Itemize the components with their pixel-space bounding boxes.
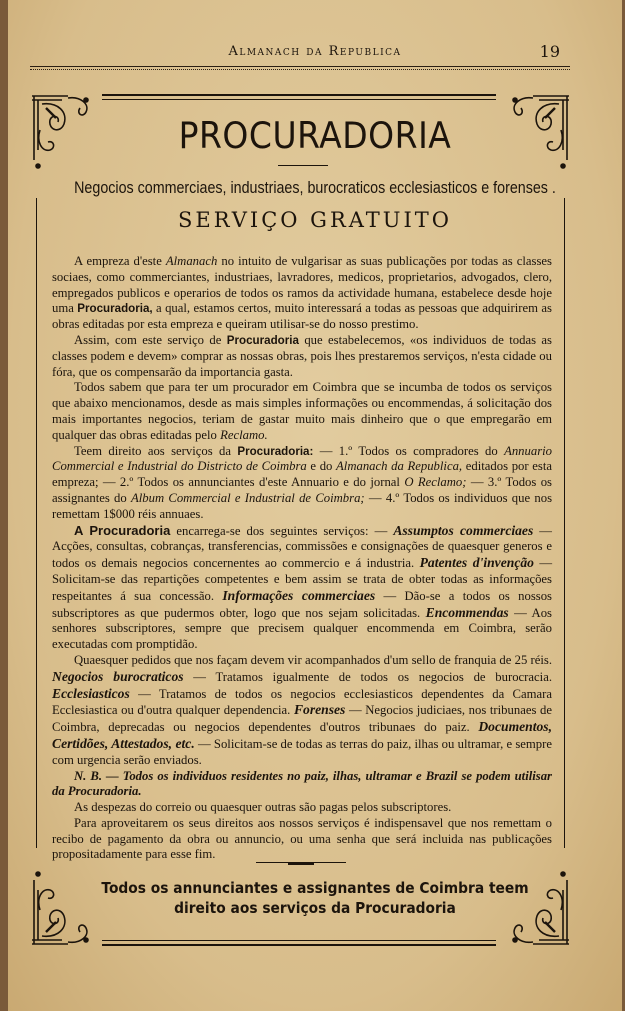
frame-left-line [36, 198, 37, 848]
footer-rule-bold [288, 862, 314, 865]
paragraph: N. B. — Todos os individuos residentes no paiz, ilhas, ultramar e Brazil se podem utilisar da Procuradoria. [52, 768, 552, 799]
footer-line: Todos os annunciantes e assignantes de Coimbra teem [101, 879, 529, 897]
body-text [52, 254, 552, 863]
title-rule [278, 165, 328, 166]
footer-line: direito aos serviços da Procuradoria [174, 899, 456, 917]
subtitle: Negocios commerciaes, industriaes, burocraticos ecclesiasticos e forenses . [74, 178, 556, 197]
frame-bottom-line [102, 940, 496, 946]
paragraph: Para aproveitarem os seus direitos aos nossos serviços é indispensavel que nos remettam o recibo de pagamento da obra ou annuncio, ou uma senha que será incluida nas publicações propositadamente para esse fim. [52, 815, 552, 862]
paragraph: A empreza d'este Almanach no intuito de vulgarisar as suas publicações por todas as classes sociaes, como commerciantes, industriaes, lavradores, medicos, proprietarios, advogados, clero, empregados publicos e operarios de todos os ramos da actividade humana, estabelece desde hoje uma Procuradoria, a qual, estamos certos, muito interessará a todas as pessoas que adquirirem as obras editadas por esta empreza e queiram utilisar-se do nosso prestimo. [52, 254, 552, 332]
frame-right-line [564, 198, 565, 848]
page-title: PROCURADORIA [178, 114, 452, 157]
paragraph: Assim, com este serviço de Procuradoria que estabelecemos, «os individuos de todas as classes podem e devem» comprar as nossas obras, pois lhes prestaremos serviços, n'esta cidade ou fóra, que os compensarão da importancia gasta. [52, 332, 552, 379]
running-head [8, 44, 622, 64]
service-heading: SERVIÇO GRATUITO [177, 208, 453, 232]
page-number: 19 [539, 42, 560, 61]
header-dotted-rule [30, 69, 570, 70]
paragraph: As despezas do correio ou quaesquer outras são pagas pelos subscriptores. [74, 800, 452, 815]
frame-top-line [102, 94, 496, 100]
paragraph: Quaesquer pedidos que nos façam devem vir acompanhados d'um sello de franquia de 25 réis. Negocios burocraticos — Tratamos igualmente de todos os negocios de burocracia. Ecclesiasticos — Tratamos de todos os negocios ecclesiasticos dependentes da Camara Ecclesiastica ou d'outra qualquer dependencia. Forenses — Negocios judiciaes, nos tribunaes de Coimbra, deprecadas ou negocios dependentes d'outros tribunaes do paiz. Documentos, Certidões, Attestados, etc. — Solicitam-se de todas as terras do paiz, ilhas ou ultramar, e sempre com urgencia serão enviados. [52, 652, 553, 767]
header-rule [30, 66, 570, 67]
footer-notice [33, 878, 598, 918]
running-title: Almanach da Republica [228, 44, 402, 59]
paragraph: A Procuradoria encarrega-se dos seguintes serviços: — Assumptos commerciaes — Acções, consultas, cobranças, transferencias, commissões e consignações de quaesquer generos e todos os demais negocios concernentes ao commercio e á industria. Patentes d'invenção — Solicitam-se das repartições competentes e bem assim se trata de obter todas as informações respeitantes á sua concessão. Informações commerciaes — Dão-se a todos os nossos subscriptores as que pudermos obter, logo que nos sejam solicitadas. Encommendas — Aos senhores subscriptores, sempre que precisem qualquer encommenda em Coimbra, serão executadas com promptidão. [52, 522, 553, 652]
page [8, 0, 622, 1011]
paragraph: Teem direito aos serviços da Procuradoria: — 1.º Todos os compradores do Annuario Commercial e Industrial do Districto de Coimbra e do Almanach da Republica, editados por esta empreza; — 2.º Todos os annunciantes d'este Annuario e do jornal O Reclamo; — 3.º Todos os assignantes do Album Commercial e Industrial de Coimbra; — 4.º Todos os individuos que nos remettam 1$000 réis annuaes. [52, 443, 553, 521]
paragraph: Todos sabem que para ter um procurador em Coimbra que se incumba de todos os serviços que abaixo mencionamos, desde as mais simples informações ou encommendas, á solicitação dos mais importantes negocios, teriam de gastar muito mais dinheiro que o que empregarão em qualquer das obras editadas pelo Reclamo. [52, 380, 552, 442]
